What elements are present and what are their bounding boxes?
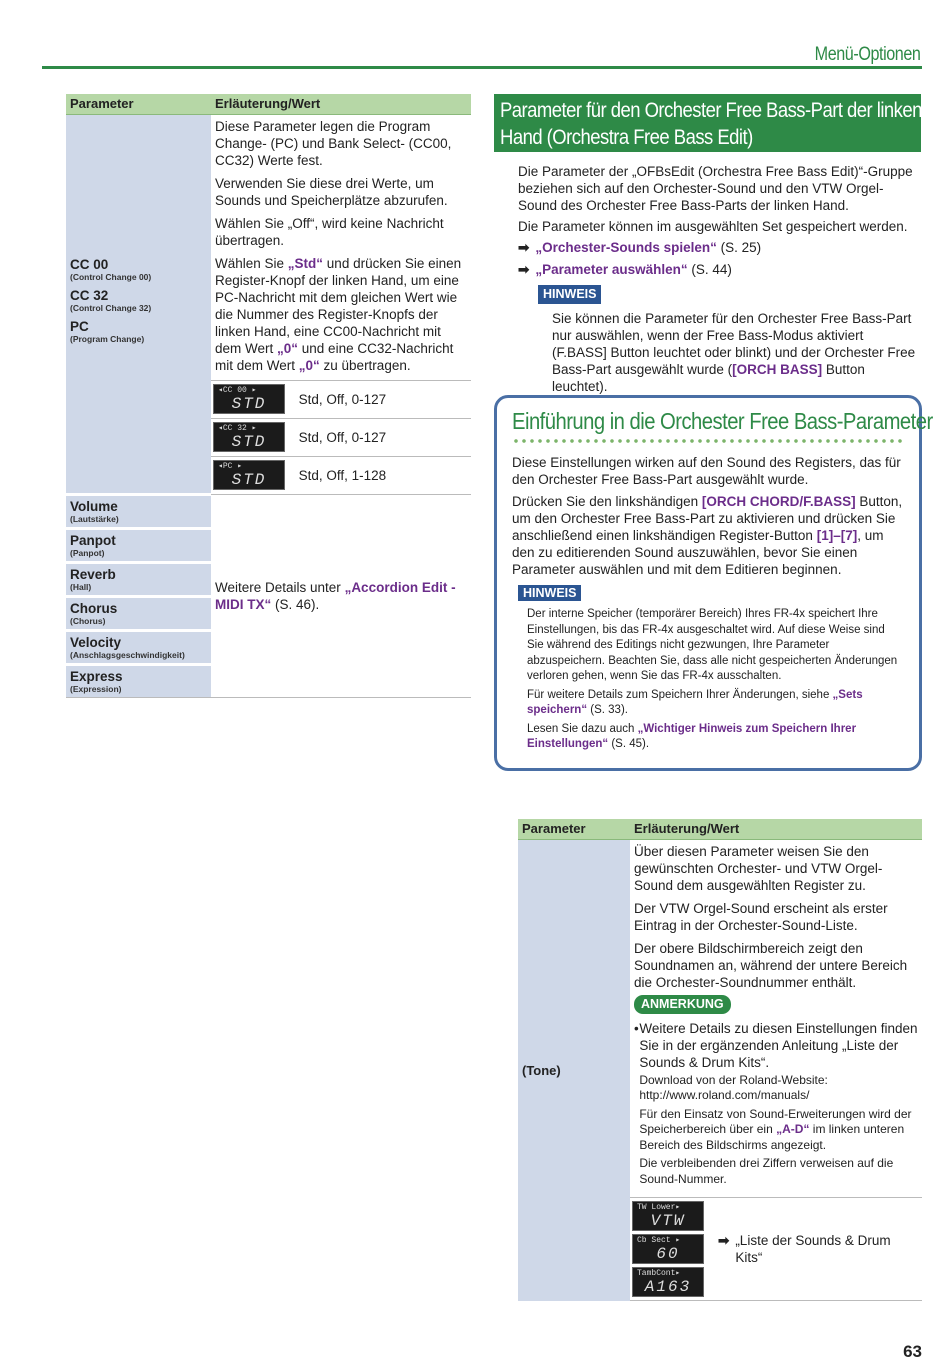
- param-sub: (Control Change 00): [70, 272, 152, 282]
- arrow-right-icon: ➡: [718, 1233, 730, 1248]
- bullet-icon: •: [634, 1020, 639, 1036]
- param-cell-chorus: Chorus (Chorus): [66, 596, 211, 630]
- intro-box: [494, 395, 933, 771]
- tone-desc-cell: Über diesen Parameter weisen Sie den gewünschten Orchester- und VTW Orgel-Sound dem ausgewählten Register zu. Der VTW Orgel-Sound erscheint als erster Eintrag in der Orchester-Sound-Liste. Der obere Bildschirmbereich zeigt den Soundnamen an, während der untere Bereich die Orchester-Soundnummer enthält. ANMERKUNG • Weitere Details zu diesen Einstellungen finden Sie in der ergänzenden Anleitung „Liste der Sounds & Drum Kits“. Download von der Roland-Website: http://www.roland.com/manuals/ Für den Einsatz von Sound-Erweiterungen wird der Speicherbereich über ein „A-D“ im linken unteren Bereich des Bildschirms angezeigt. Die verbleibenden drei Ziffern verweisen auf die Sound-Nummer.: [630, 839, 922, 1198]
- param-cell-volume: Volume (Lautstärke): [66, 494, 211, 528]
- intro-box-title: Einführung in die Orchester Free Bass-Parameter: [512, 408, 933, 434]
- col-header-param: Parameter: [66, 94, 211, 114]
- lcd-display: ◂CC 32 ▸ STD: [213, 422, 285, 452]
- param-name: (Tone): [522, 1062, 561, 1078]
- header-rule: [42, 66, 922, 69]
- section-paragraph: Die Parameter können im ausgewählten Set gespeichert werden.: [518, 219, 908, 234]
- ref-link-parameter-auswaehlen[interactable]: „Parameter auswählen“: [535, 262, 688, 277]
- desc-paragraph: Wählen Sie „Off“, wird keine Nachricht übertragen.: [215, 215, 444, 248]
- hinweis-badge: HINWEIS: [518, 585, 581, 601]
- section-paragraph: Die Parameter der „OFBsEdit (Orchestra Free Bass Edit)“-Gruppe beziehen sich auf den Orchester-Sound und den VTW Orgel-Sound des Orchester Free Bass-Parts der linken Hand.: [518, 164, 913, 213]
- hinweis-badge: HINWEIS: [538, 285, 601, 304]
- lcd-display: TW Lower▸ VTW: [632, 1201, 704, 1231]
- ref-link-row: ➡ „Parameter auswählen“ (S. 44): [518, 262, 732, 277]
- value-row: [211, 380, 471, 418]
- ref-link-orchester-sounds[interactable]: „Orchester-Sounds spielen“: [535, 240, 717, 255]
- param-cell-velocity: Velocity (Anschlagsgeschwindigkeit): [66, 630, 211, 664]
- desc-paragraph: Wählen Sie „Std“ und drücken Sie einen Register-Knopf der linken Hand, um eine PC-Nachricht mit dem gleichen Wert wie die Nummer des Register-Knopfs der linken Hand, eine CC00-Nachricht mit dem Wert „0“ und eine CC32-Nachricht mit dem Wert „0“ zu übertragen.: [215, 255, 462, 373]
- param-sub: (Program Change): [70, 334, 145, 344]
- cc-param-cell: [66, 114, 211, 494]
- param-name: CC 00: [70, 257, 109, 272]
- value-range: Std, Off, 0-127: [298, 429, 387, 445]
- lcd-display: Cb Sect ▸ 60: [632, 1234, 704, 1264]
- intro-paragraph: Diese Einstellungen wirken auf den Sound des Registers, das für den Orchester Free Bass-Part ausgewählt wurde.: [512, 455, 901, 487]
- hinweis-text: Sie können die Parameter für den Orchester Free Bass-Part nur auswählen, wenn der Free Bass-Modus aktiviert (F.BASS] Button leuchtet oder blinkt) und der Orchester Free Bass-Part ausgewählt wurde ([ORCH BASS] Button leuchtet).: [552, 311, 916, 394]
- value-row: [211, 418, 471, 456]
- value-range: Std, Off, 1-128: [298, 467, 387, 483]
- param-name: CC 32: [70, 288, 109, 303]
- param-cell-panpot: Panpot (Panpot): [66, 528, 211, 562]
- section-intro: [518, 163, 920, 395]
- anmerkung-badge: ANMERKUNG: [634, 995, 731, 1014]
- col-header-param: Parameter: [518, 819, 630, 839]
- value-range: Std, Off, 0-127: [298, 391, 387, 407]
- section-title: Parameter für den Orchester Free Bass-Part der linken Hand (Orchestra Free Bass Edit): [494, 94, 921, 152]
- lcd-display: ◂CC 00 ▸ STD: [213, 384, 285, 414]
- dotted-divider: [512, 438, 904, 444]
- lcd-display: ◂PC ▸ STD: [213, 460, 285, 490]
- sets-speichern-link[interactable]: „Sets speichern“: [527, 688, 863, 716]
- cc-desc-cell: [211, 114, 471, 380]
- desc-paragraph: Diese Parameter legen die Program Change- (PC) und Bank Select- (CC00, CC32) Werte fest.: [215, 118, 452, 168]
- tone-param-table: [518, 819, 922, 1301]
- param-cell-express: Express (Expression): [66, 664, 211, 697]
- page-header-title: Menü-Optionen: [814, 44, 920, 65]
- param-sub: (Control Change 32): [70, 303, 152, 313]
- other-desc-cell: Weitere Details unter „Accordion Edit - MIDI TX“ (S. 46).: [211, 494, 471, 697]
- value-row: [211, 456, 471, 494]
- intro-paragraph: Drücken Sie den linkshändigen [ORCH CHORD/F.BASS] Button, um den Orchester Free Bass-Part zu aktivieren und drücken Sie anschließend einen linkshändigen Register-Button [1]–[7], um den zu editierenden Sound auszuwählen, bevor Sie einen Parameter auswählen und mit dem Editieren beginnen.: [512, 494, 903, 577]
- accordion-edit-link[interactable]: „Accordion Edit - MIDI TX“: [215, 579, 456, 612]
- param-cell-reverb: Reverb (Hall): [66, 562, 211, 596]
- tone-param-cell: [518, 839, 630, 1301]
- tone-value-row: [630, 1198, 922, 1301]
- lcd-display: TambCont▸ A163: [632, 1267, 704, 1297]
- desc-paragraph: Verwenden Sie diese drei Werte, um Sounds und Speicherplätze abzurufen.: [215, 175, 448, 208]
- col-header-desc: Erläuterung/Wert: [211, 94, 471, 114]
- arrow-right-icon: ➡: [518, 240, 530, 255]
- arrow-right-icon: ➡: [518, 262, 530, 277]
- page-number: 63: [903, 1342, 922, 1361]
- hinweis-notes: Der interne Speicher (temporärer Bereich) Ihres FR-4x speichert Ihre Einstellungen, bis das FR-4x ausgeschaltet wird. Auf diese Weise sind Sie während des Editings nicht gezwungen, Ihre Parameter abzuspeichern. Beachten Sie, dass alle nicht gespeicherten Änderungen verloren gehen, wenn Sie das FR-4x ausschalten. Für weitere Details zum Speichern Ihrer Änderungen, siehe „Sets speichern“ (S. 33). Lesen Sie dazu auch „Wichtiger Hinweis zum Speichern Ihrer Einstellungen“ (S. 45).: [527, 608, 898, 750]
- sound-list-ref: „Liste der Sounds & Drum Kits“: [735, 1233, 891, 1265]
- wichtiger-hinweis-link[interactable]: „Wichtiger Hinweis zum Speichern Ihrer Einstellungen“: [527, 722, 857, 750]
- left-param-table: [66, 94, 471, 698]
- ref-link-row: ➡ „Orchester-Sounds spielen“ (S. 25): [518, 240, 762, 255]
- col-header-desc: Erläuterung/Wert: [630, 819, 922, 839]
- param-name: PC: [70, 319, 89, 334]
